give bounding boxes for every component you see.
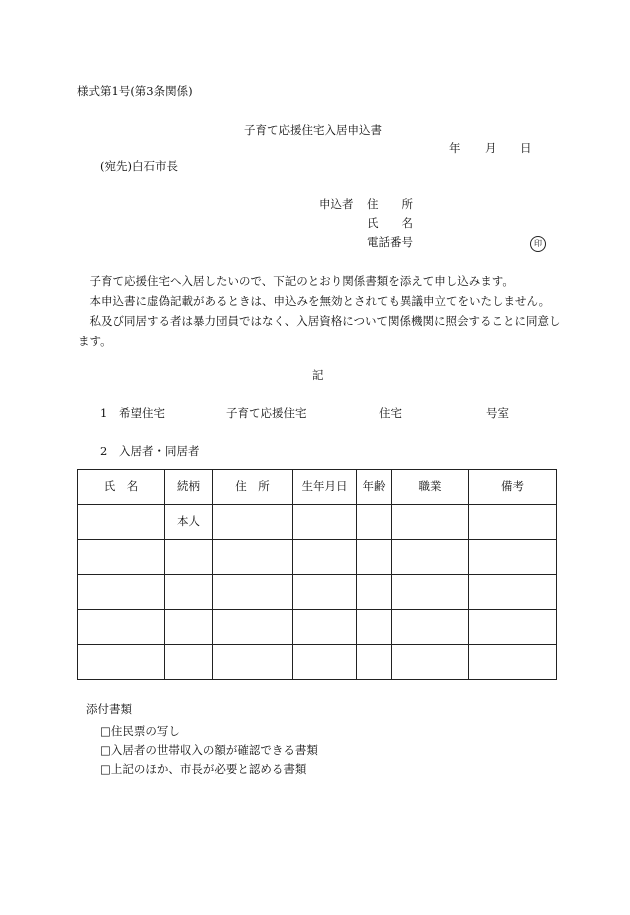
attachment-item[interactable]: □入居者の世帯収入の額が確認できる書類 — [100, 743, 318, 757]
date-year: 年 — [449, 141, 461, 155]
cell-occupation[interactable] — [392, 505, 469, 540]
date-month: 月 — [485, 141, 497, 155]
table-row — [78, 575, 557, 610]
cell-remarks[interactable] — [469, 505, 557, 540]
date-day: 日 — [520, 141, 532, 155]
header-address: 住 所 — [213, 470, 293, 505]
attachment-item[interactable]: □上記のほか、市長が必要と認める書類 — [100, 762, 307, 776]
cell-birthdate[interactable] — [293, 610, 357, 645]
cell-birthdate[interactable] — [293, 645, 357, 680]
header-age: 年齢 — [357, 470, 392, 505]
ki-mark: 記 — [312, 368, 324, 382]
header-occupation: 職業 — [392, 470, 469, 505]
item2-label: 入居者・同居者 — [119, 444, 200, 458]
cell-birthdate[interactable] — [293, 540, 357, 575]
residents-table — [77, 469, 557, 680]
declaration-1: 子育て応援住宅へ入居したいので、下記のとおり関係書類を添えて申し込みます。 — [89, 274, 514, 288]
cell-name[interactable] — [78, 610, 165, 645]
table-row — [78, 505, 557, 540]
cell-age[interactable] — [357, 575, 392, 610]
form-number: 様式第1号(第3条関係) — [77, 84, 193, 98]
applicant-label: 申込者 — [319, 197, 354, 211]
table-row — [78, 610, 557, 645]
cell-remarks[interactable] — [469, 540, 557, 575]
declarations — [78, 271, 562, 351]
header-name: 氏 名 — [78, 470, 165, 505]
item1-number: 1 — [100, 406, 108, 420]
cell-relation[interactable] — [165, 610, 213, 645]
attachment-item[interactable]: □住民票の写し — [100, 724, 180, 738]
item1-label: 希望住宅 — [119, 406, 165, 420]
cell-address[interactable] — [213, 505, 293, 540]
cell-remarks[interactable] — [469, 645, 557, 680]
cell-age[interactable] — [357, 505, 392, 540]
document-title: 子育て応援住宅入居申込書 — [244, 123, 382, 137]
header-birthdate: 生年月日 — [293, 470, 357, 505]
item1-room-suffix: 号室 — [486, 406, 509, 420]
cell-relation[interactable] — [165, 645, 213, 680]
cell-occupation[interactable] — [392, 540, 469, 575]
cell-relation[interactable] — [165, 575, 213, 610]
cell-birthdate[interactable] — [293, 575, 357, 610]
cell-remarks[interactable] — [469, 610, 557, 645]
addressee: (宛先)白石市長 — [100, 159, 178, 173]
item2-number: 2 — [100, 444, 108, 458]
cell-age[interactable] — [357, 610, 392, 645]
cell-name[interactable] — [78, 540, 165, 575]
cell-age[interactable] — [357, 540, 392, 575]
cell-address[interactable] — [213, 540, 293, 575]
declaration-2: 本申込書に虚偽記載があるときは、申込みを無効とされても異議申立てをいたしません。 — [89, 294, 551, 308]
cell-address[interactable] — [213, 645, 293, 680]
cell-birthdate[interactable] — [293, 505, 357, 540]
cell-remarks[interactable] — [469, 575, 557, 610]
table-row — [78, 645, 557, 680]
header-remarks: 備考 — [469, 470, 557, 505]
cell-relation[interactable] — [165, 540, 213, 575]
attachments-list — [100, 722, 318, 779]
attachments-title: 添付書類 — [86, 702, 132, 716]
table-row — [78, 540, 557, 575]
cell-address[interactable] — [213, 610, 293, 645]
declaration-3: 私及び同居する者は暴力団員ではなく、入居資格について関係機関に照会することに同意します。 — [78, 314, 561, 348]
cell-occupation[interactable] — [392, 610, 469, 645]
cell-name[interactable] — [78, 575, 165, 610]
cell-occupation[interactable] — [392, 645, 469, 680]
applicant-address-label: 住 所 — [367, 197, 413, 211]
cell-name[interactable] — [78, 645, 165, 680]
cell-address[interactable] — [213, 575, 293, 610]
table-header-row — [78, 470, 557, 505]
item1-housing-suffix: 住宅 — [379, 406, 402, 420]
applicant-phone-label: 電話番号 — [367, 235, 413, 249]
cell-name[interactable] — [78, 505, 165, 540]
cell-occupation[interactable] — [392, 575, 469, 610]
item1-housing-name: 子育て応援住宅 — [226, 406, 307, 420]
cell-age[interactable] — [357, 645, 392, 680]
seal-icon: 印 — [530, 236, 546, 252]
header-relation: 続柄 — [165, 470, 213, 505]
applicant-name-label: 氏 名 — [367, 216, 413, 230]
cell-relation: 本人 — [165, 505, 213, 540]
